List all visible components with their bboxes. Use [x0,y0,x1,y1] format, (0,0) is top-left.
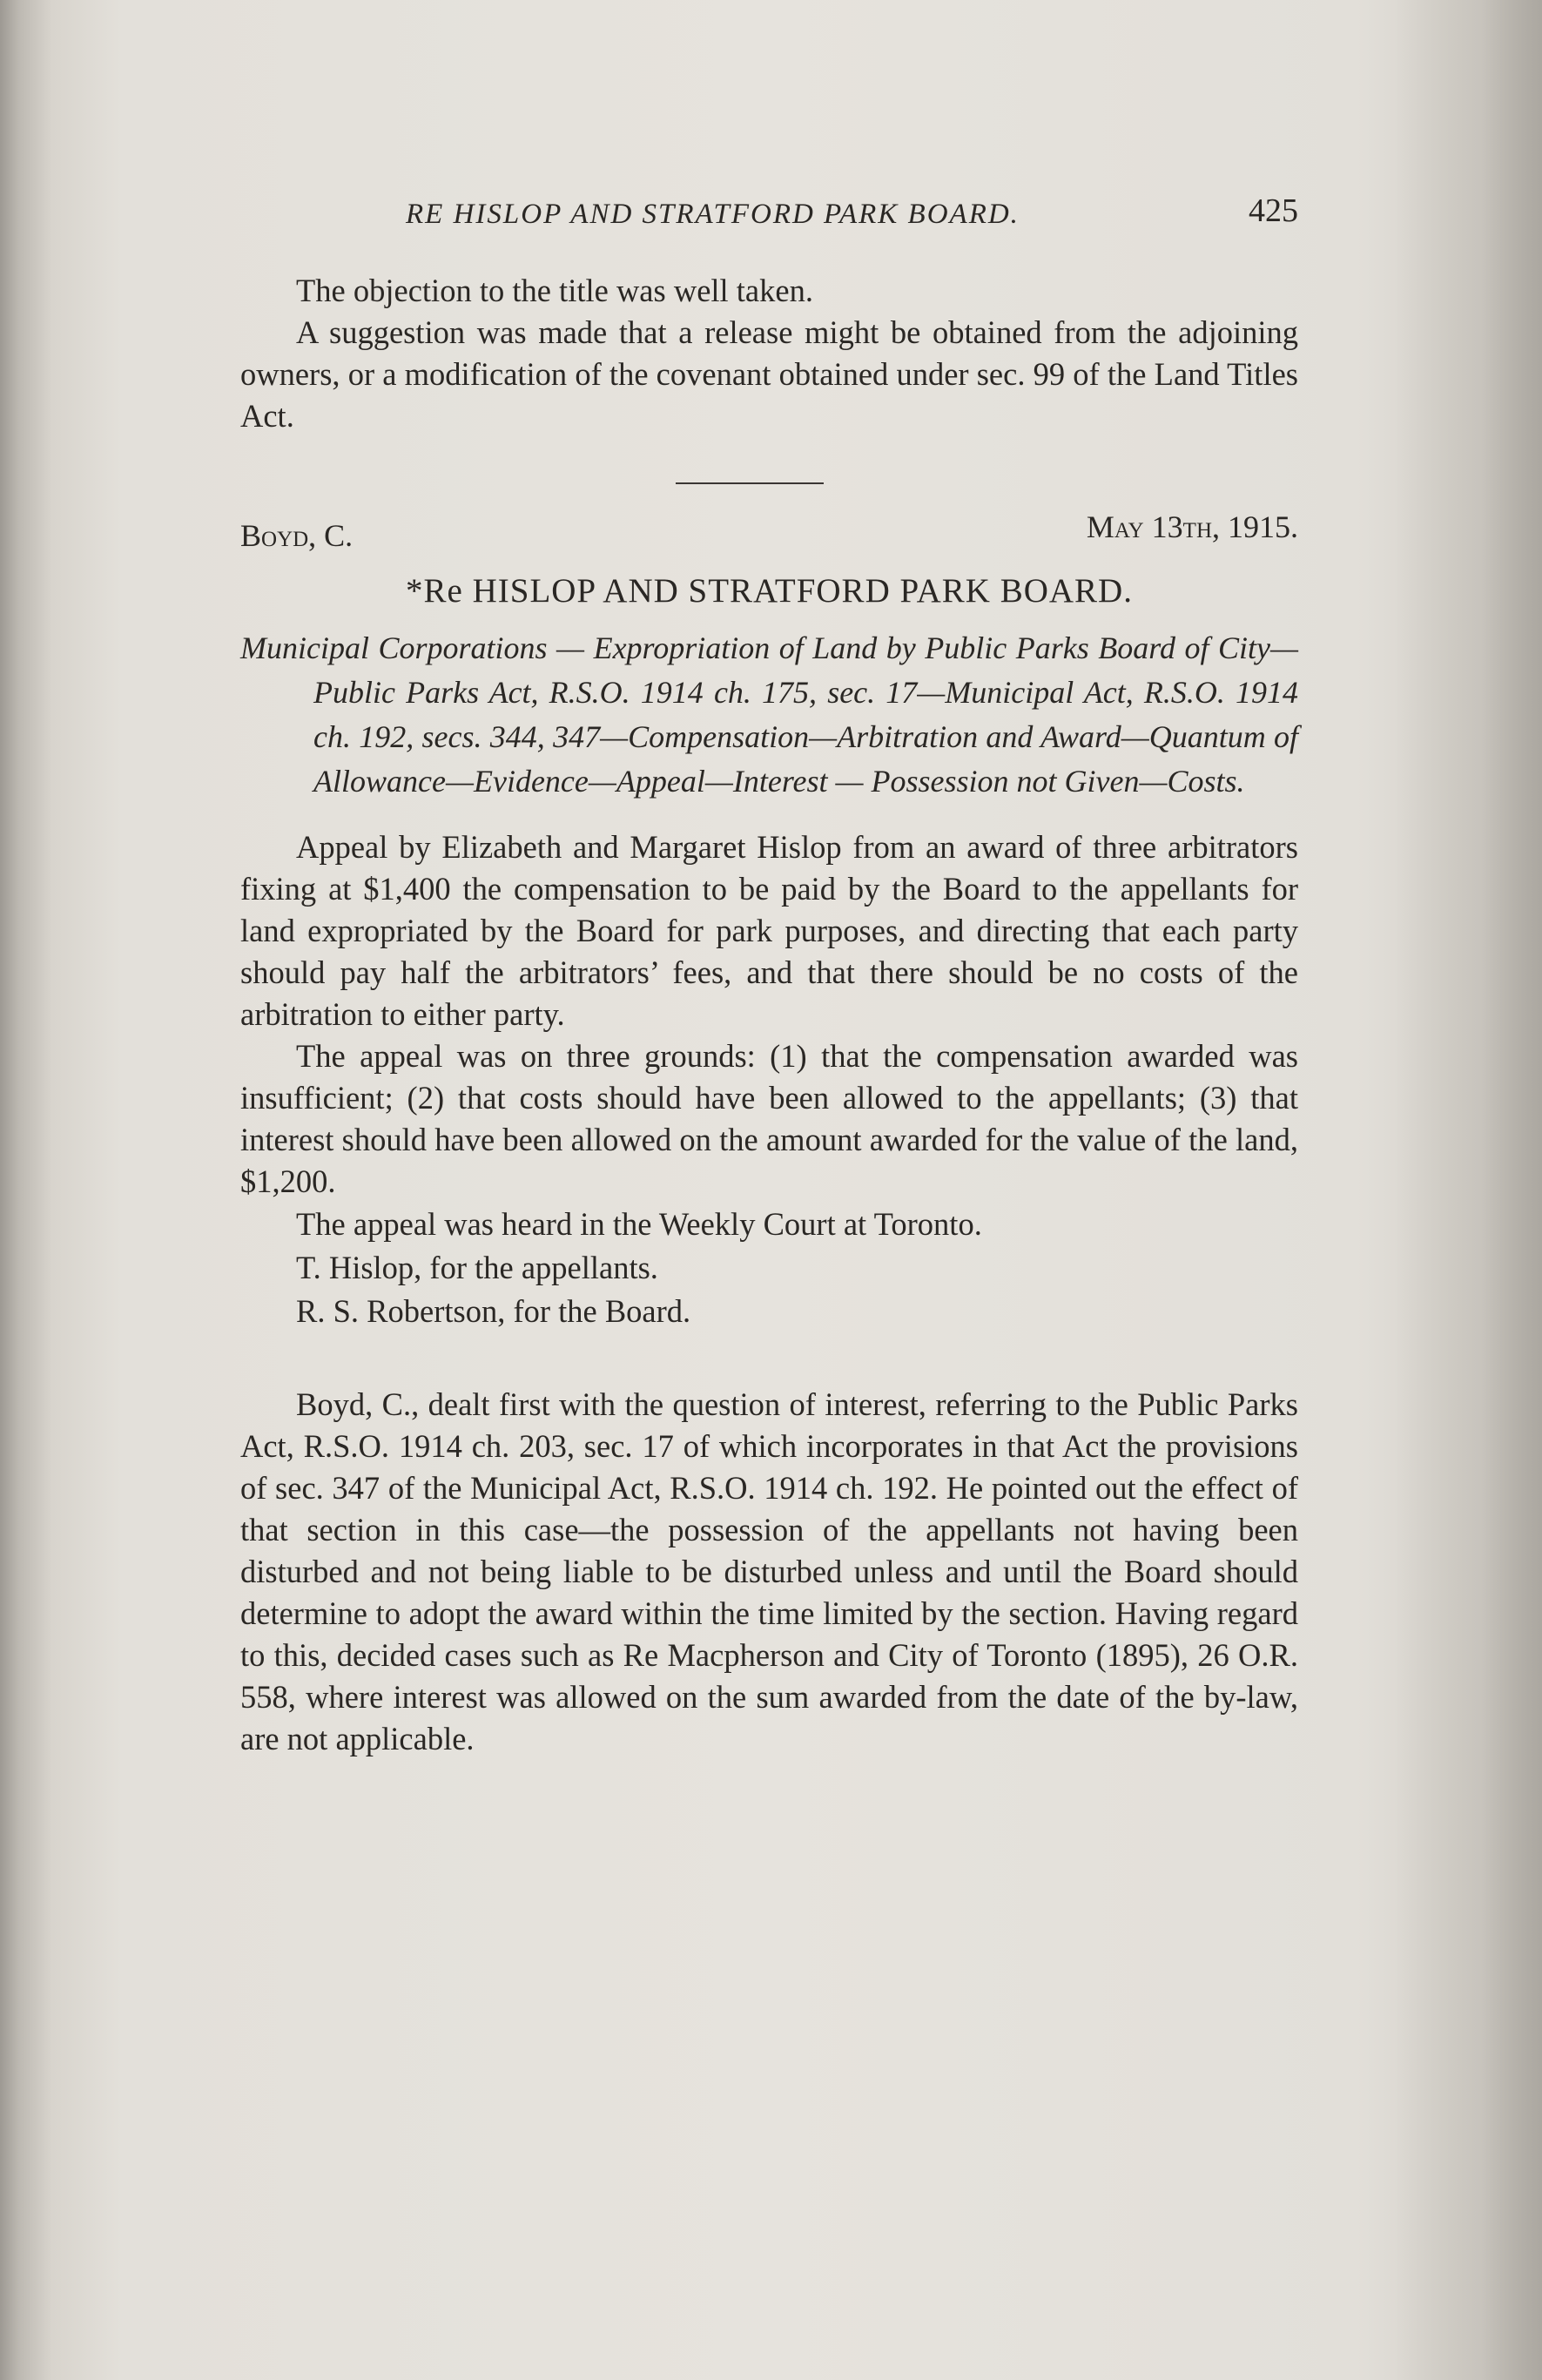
body-paragraph: The appeal was on three grounds: (1) that the compensation awarded was insufficient; (2) that costs should have been allowed to the appellants; (3) that interest should have been allowed on the amount awarded for the value of the land, $1,200. [240,1038,1298,1199]
running-head [240,192,1298,244]
running-title: RE HISLOP AND STRATFORD PARK BOARD. [406,199,1020,230]
prior-case-paragraph: A suggestion was made that a release might be obtained from the adjoining owners, or a modification of the covenant obtained under sec. 99 of the Land Titles Act. [240,314,1298,434]
page-number: 425 [1249,192,1298,229]
headnote: Municipal Corporations — Expropriation of Land by Public Parks Board of City—Public Parks Act, R.S.O. 1914 ch. 175, sec. 17—Municipal Act, R.S.O. 1914 ch. 192, secs. 344, 347—Compensation—Arbitration and Award—Quantum of Allowance—Evidence—Appeal—Interest — Possession not Given—Costs. [240,630,1298,799]
counsel-line: T. Hislop, for the appellants. [296,1250,658,1285]
judge-name: Boyd, C. [240,518,354,553]
prior-case-paragraph: The objection to the title was well taken. [296,273,813,308]
counsel-line: R. S. Robertson, for the Board. [296,1293,691,1329]
page-content [240,192,1298,1760]
section-divider [676,482,824,484]
judge-date-line [240,509,1298,561]
judgment-paragraph: Boyd, C., dealt first with the question of interest, referring to the Public Parks Act, R.S.O. 1914 ch. 203, sec. 17 of which incorporates in that Act the provisions of sec. 347 of the Municipal Act, R.S.O. 1914 ch. 192. He pointed out the effect of that section in this case—the possession of the appellants not having been disturbed and not being liable to be disturbed unless and until the Board should determine to adopt the award within the time limited by the section. Having regard to this, decided cases such as Re Macpherson and City of Toronto (1895), 26 O.R. 558, where interest was allowed on the sum awarded from the date of the by-law, are not applicable. [240,1386,1298,1756]
case-title: *Re HISLOP AND STRATFORD PARK BOARD. [406,572,1133,610]
body-paragraph: Appeal by Elizabeth and Margaret Hislop from an award of three arbitrators fixing at $1,400 the compensation to be paid by the Board to the appellants for land expropriated by the Board for park purposes, and directing that each party should pay half the arbitrators’ fees, and that there should be no costs of the arbitration to either party. [240,829,1298,1032]
hearing-note: The appeal was heard in the Weekly Court at Toronto. [296,1206,982,1242]
decision-date: May 13th, 1915. [1086,509,1298,544]
